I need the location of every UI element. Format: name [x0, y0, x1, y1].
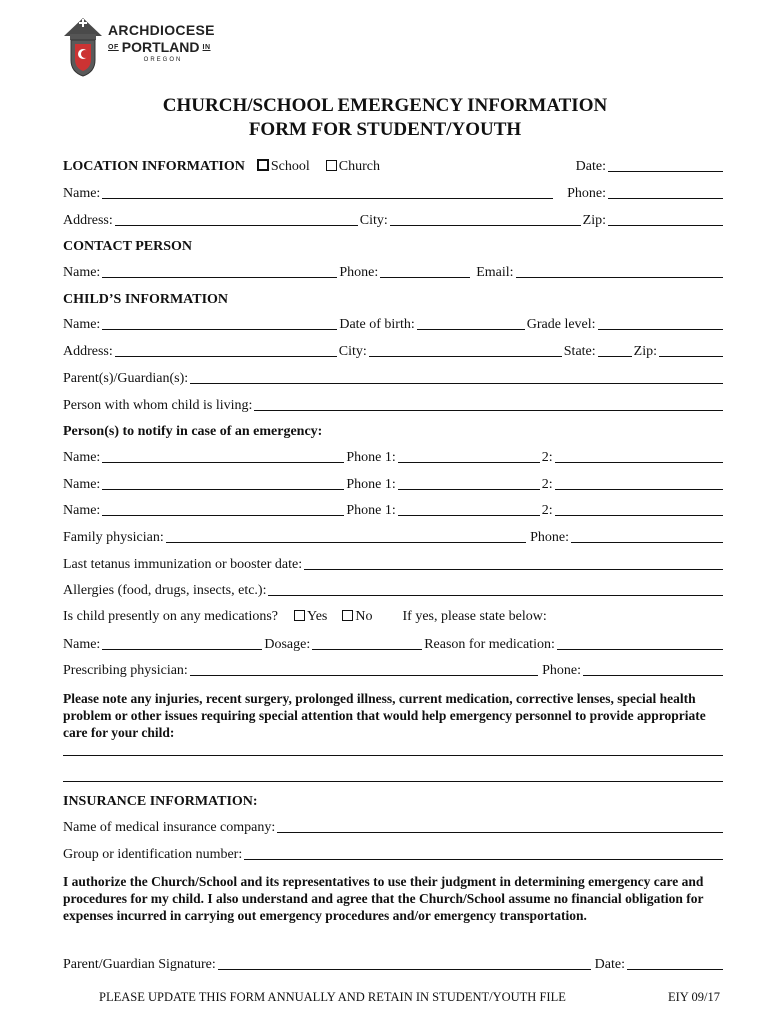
child-grade-label: Grade level:: [526, 317, 596, 332]
signature-date-field[interactable]: [627, 956, 723, 970]
medications-question: Is child presently on any medications?: [63, 609, 278, 624]
form-title: [0, 94, 770, 142]
location-name-label: Name:: [63, 186, 101, 201]
special-attention-note: Please note any injuries, recent surgery, prolonged illness, current medication, corrective lenses, special health problem or other issues requiring special attention that would help emergency personnel to provide appropriate care for your child:: [63, 691, 706, 740]
meds-yes-checkbox[interactable]: [294, 610, 305, 621]
child-grade-field[interactable]: [598, 316, 723, 330]
child-zip-field[interactable]: [659, 343, 723, 357]
contact-email-label: Email:: [476, 265, 514, 280]
school-checkbox[interactable]: [257, 159, 269, 171]
location-phone-label: Phone:: [567, 186, 606, 201]
note-answer-line[interactable]: [63, 781, 723, 782]
emergency-name-field[interactable]: [102, 476, 344, 490]
footer-instruction: PLEASE UPDATE THIS FORM ANNUALLY AND RETAIN IN STUDENT/YOUTH FILE: [99, 990, 566, 1004]
title-line2: FORM FOR STUDENT/YOUTH: [248, 119, 522, 140]
emergency-name-label: Name:: [63, 503, 101, 518]
logo-of: OF: [108, 43, 119, 51]
child-zip-label: Zip:: [633, 344, 657, 359]
logo-in: IN: [202, 43, 211, 51]
contact-phone-label: Phone:: [339, 265, 379, 280]
allergies-label: Allergies (food, drugs, insects, etc.):: [63, 583, 267, 598]
emergency-row: [63, 449, 725, 466]
med-name-label: Name:: [63, 637, 101, 652]
emergency-name-label: Name:: [63, 477, 101, 492]
emergency-row: [63, 476, 725, 493]
location-date-field[interactable]: [608, 158, 723, 172]
insurance-heading: INSURANCE INFORMATION:: [63, 794, 258, 809]
child-city-field[interactable]: [369, 343, 562, 357]
emergency-phone1-label: Phone 1:: [346, 477, 396, 492]
archdiocese-logo: [62, 16, 237, 78]
emergency-phone2-label: 2:: [541, 503, 553, 518]
emergency-phone1-field[interactable]: [398, 476, 540, 490]
location-address-label: Address:: [63, 213, 113, 228]
note-answer-line[interactable]: [63, 755, 723, 756]
physician-label: Family physician:: [63, 530, 164, 545]
living-label: Person with whom child is living:: [63, 398, 253, 413]
location-zip-label: Zip:: [582, 213, 606, 228]
parents-label: Parent(s)/Guardian(s):: [63, 371, 189, 386]
location-phone-field[interactable]: [608, 185, 723, 199]
logo-line1: ARCHDIOCESE: [108, 22, 215, 38]
med-name-field[interactable]: [102, 636, 262, 650]
group-number-field[interactable]: [244, 846, 723, 860]
dosage-label: Dosage:: [264, 637, 311, 652]
emergency-row: [63, 502, 725, 519]
authorization-statement: I authorize the Church/School and its representatives to use their judgment in determining emergency care and procedures for my child. I also understand and agree that the Church/School assume no financial obligation for expenses incurred in carrying out emergency procedures and/or emergency transportation.: [63, 874, 704, 923]
emergency-phone1-field[interactable]: [398, 449, 540, 463]
contact-email-field[interactable]: [516, 264, 723, 278]
reason-field[interactable]: [557, 636, 723, 650]
location-city-label: City:: [359, 213, 388, 228]
child-state-field[interactable]: [598, 343, 632, 357]
dosage-field[interactable]: [312, 636, 422, 650]
parents-field[interactable]: [190, 370, 723, 384]
signature-label: Parent/Guardian Signature:: [63, 957, 216, 972]
insurance-company-field[interactable]: [277, 819, 723, 833]
church-label: Church: [338, 159, 380, 174]
emergency-phone1-field[interactable]: [398, 502, 540, 516]
logo-line2: PORTLAND: [121, 39, 200, 55]
emergency-name-field[interactable]: [102, 449, 344, 463]
contact-heading: CONTACT PERSON: [63, 239, 193, 254]
meds-yes-label: Yes: [307, 609, 328, 624]
insurance-company-label: Name of medical insurance company:: [63, 820, 276, 835]
group-number-label: Group or identification number:: [63, 847, 243, 862]
physician-phone-field[interactable]: [571, 529, 723, 543]
emergency-name-field[interactable]: [102, 502, 344, 516]
school-label: School: [270, 159, 310, 174]
allergies-field[interactable]: [268, 582, 723, 596]
prescribing-phone-field[interactable]: [583, 662, 723, 676]
signature-date-label: Date:: [594, 957, 625, 972]
church-checkbox[interactable]: [326, 160, 337, 171]
contact-name-label: Name:: [63, 265, 101, 280]
crest-icon: [62, 16, 104, 78]
physician-field[interactable]: [166, 529, 526, 543]
prescribing-phone-label: Phone:: [542, 663, 581, 678]
emergency-phone2-field[interactable]: [555, 476, 723, 490]
emergency-phone2-label: 2:: [541, 477, 553, 492]
meds-no-label: No: [355, 609, 373, 624]
location-date-label: Date:: [575, 159, 606, 174]
signature-field[interactable]: [218, 956, 591, 970]
child-state-label: State:: [563, 344, 596, 359]
location-heading: LOCATION INFORMATION: [63, 159, 245, 174]
child-name-label: Name:: [63, 317, 101, 332]
emergency-phone2-field[interactable]: [555, 502, 723, 516]
emergency-phone1-label: Phone 1:: [346, 503, 396, 518]
location-address-field[interactable]: [115, 212, 358, 226]
form-code: EIY 09/17: [668, 990, 720, 1004]
meds-no-checkbox[interactable]: [342, 610, 353, 621]
logo-line3: OREGON: [143, 57, 183, 63]
emergency-phone2-label: 2:: [541, 450, 553, 465]
emergency-name-label: Name:: [63, 450, 101, 465]
tetanus-label: Last tetanus immunization or booster date:: [63, 557, 303, 572]
if-yes-label: If yes, please state below:: [402, 609, 547, 624]
child-address-field[interactable]: [115, 343, 337, 357]
child-address-label: Address:: [63, 344, 113, 359]
location-zip-field[interactable]: [608, 212, 723, 226]
contact-phone-field[interactable]: [380, 264, 470, 278]
prescribing-field[interactable]: [190, 662, 538, 676]
child-name-field[interactable]: [102, 316, 337, 330]
child-city-label: City:: [338, 344, 367, 359]
reason-label: Reason for medication:: [424, 637, 555, 652]
physician-phone-label: Phone:: [530, 530, 569, 545]
contact-name-field[interactable]: [102, 264, 337, 278]
emergency-heading: Person(s) to notify in case of an emergency:: [63, 424, 323, 439]
emergency-phone2-field[interactable]: [555, 449, 723, 463]
location-name-field[interactable]: [102, 185, 553, 199]
child-dob-field[interactable]: [417, 316, 525, 330]
location-row: [63, 158, 725, 175]
location-city-field[interactable]: [390, 212, 581, 226]
prescribing-label: Prescribing physician:: [63, 663, 188, 678]
living-field[interactable]: [254, 397, 723, 411]
title-line1: CHURCH/SCHOOL EMERGENCY INFORMATION: [162, 95, 608, 116]
child-dob-label: Date of birth:: [339, 317, 415, 332]
emergency-phone1-label: Phone 1:: [346, 450, 396, 465]
tetanus-field[interactable]: [304, 556, 723, 570]
child-heading: CHILD’S INFORMATION: [63, 292, 229, 307]
